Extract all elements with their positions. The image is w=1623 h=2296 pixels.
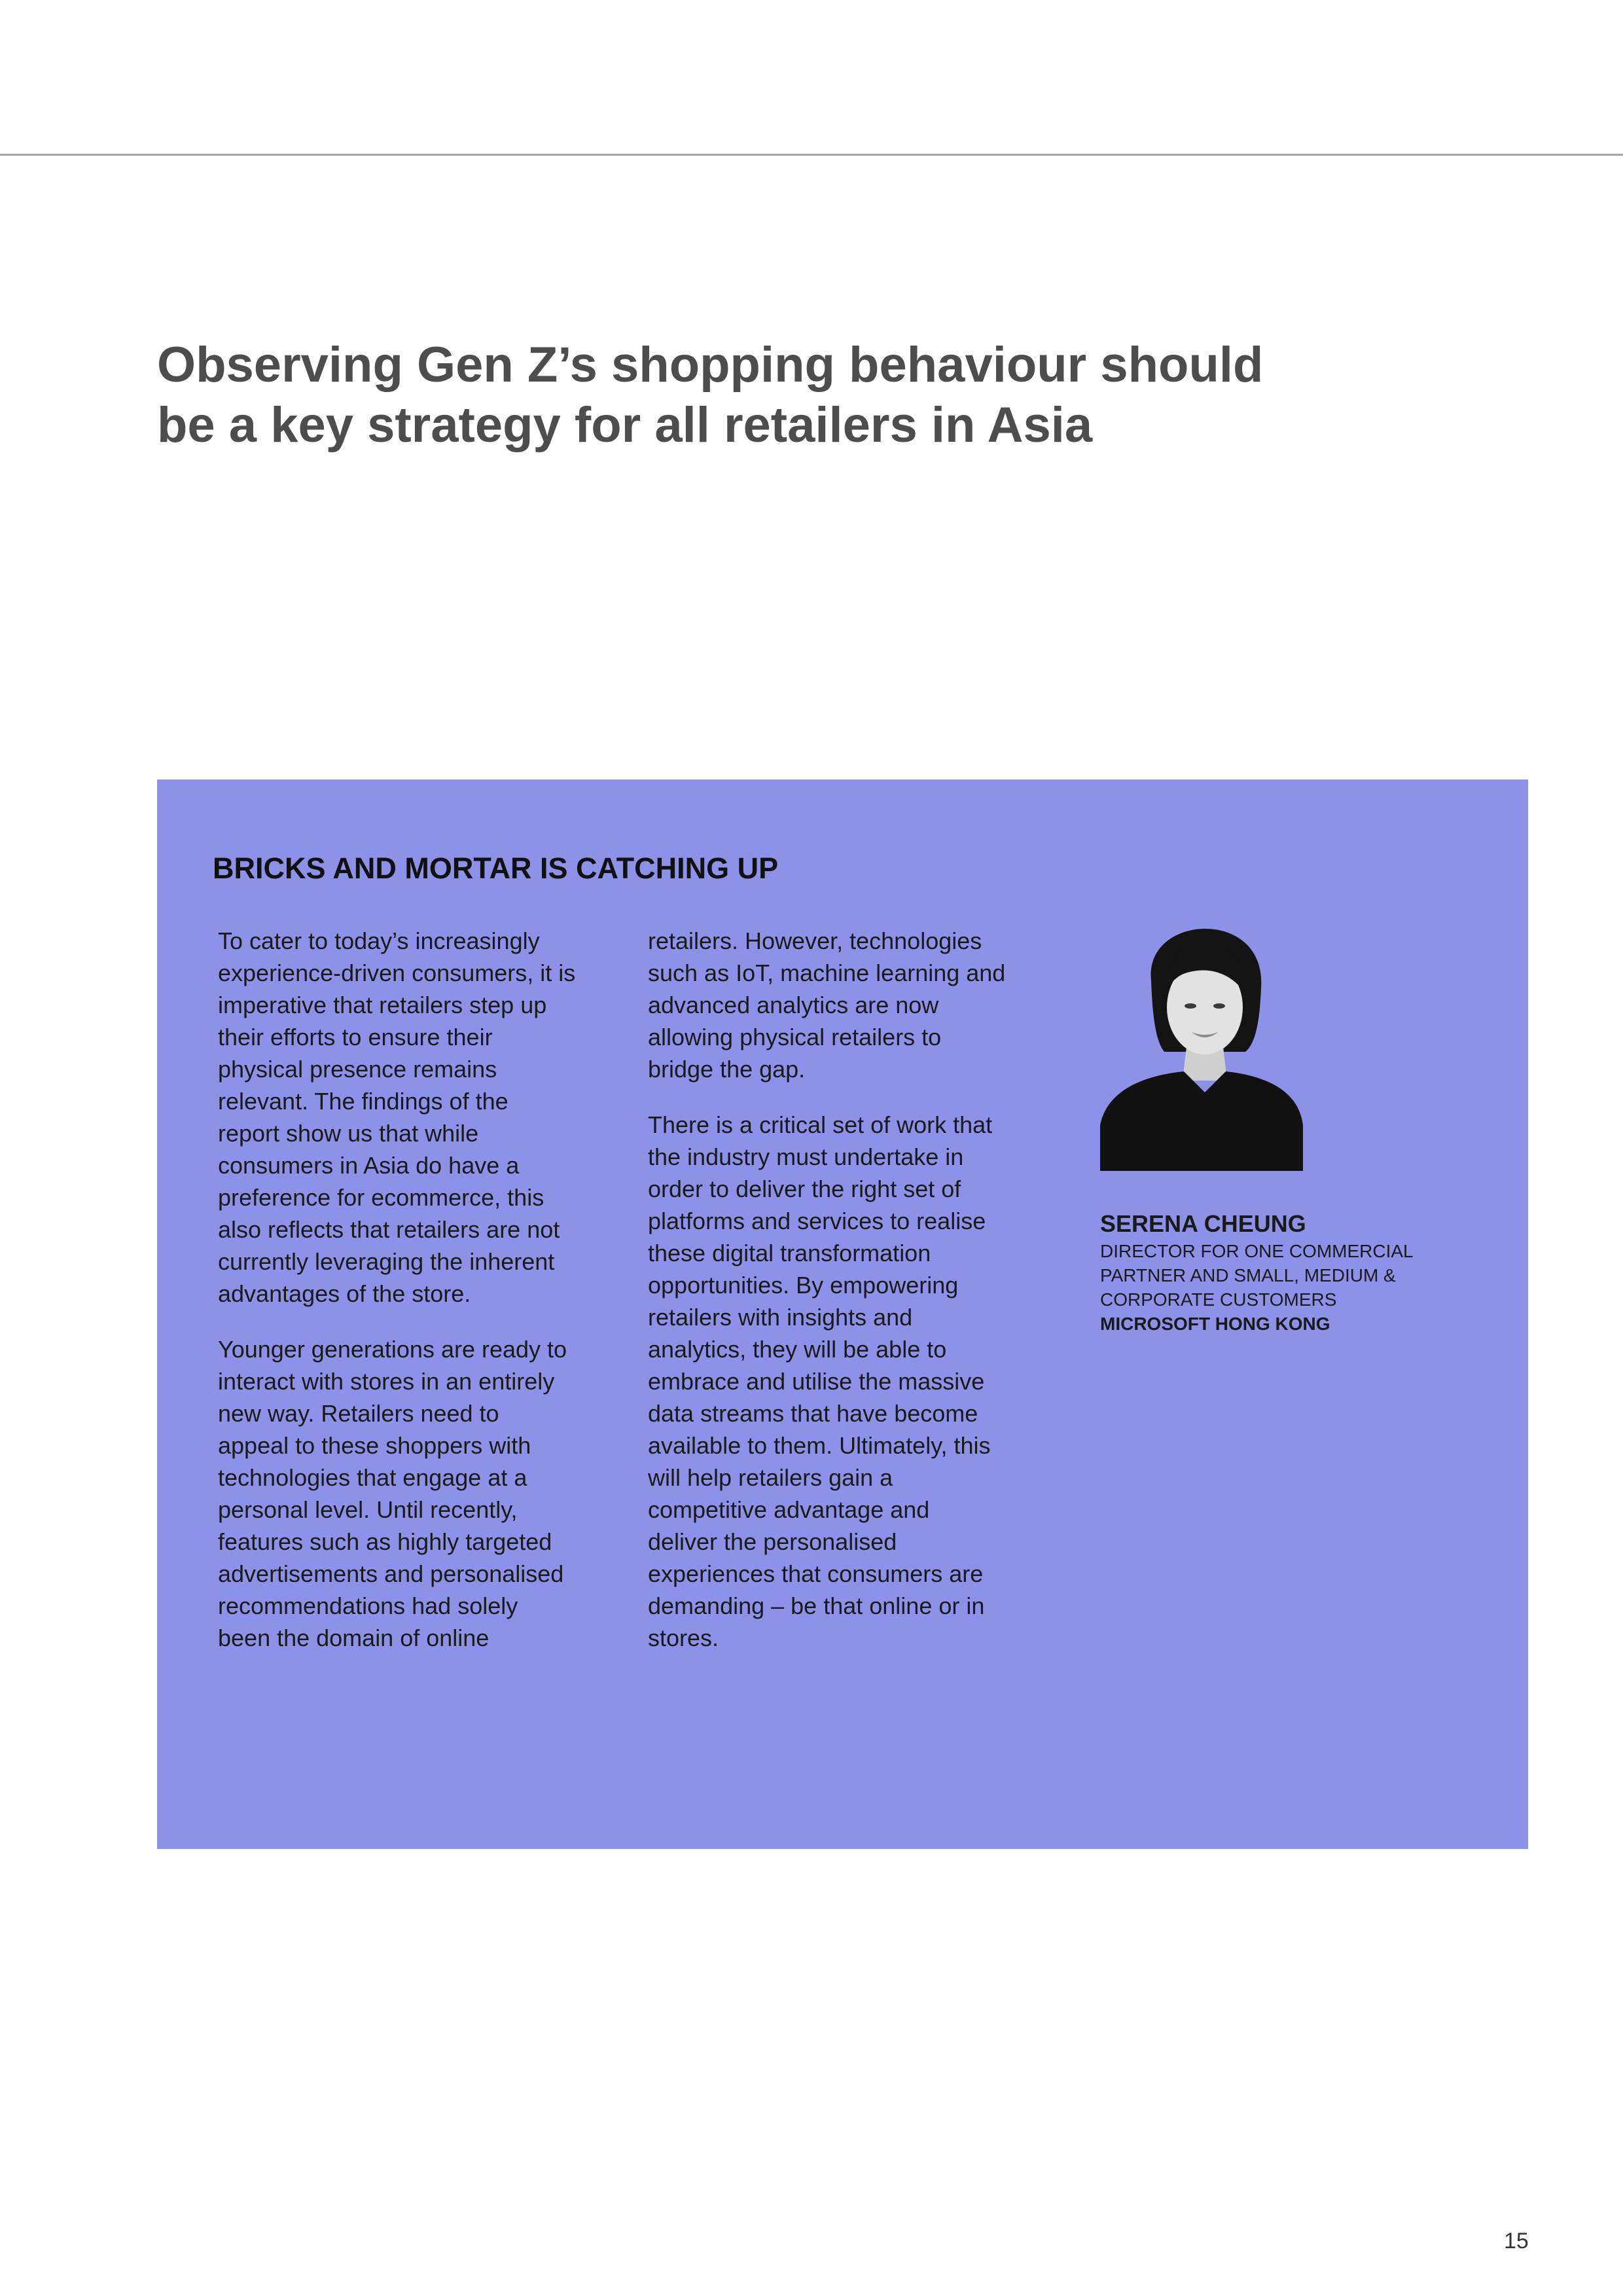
text-column-1: [218, 925, 624, 1677]
text-line: data streams that have become: [648, 1400, 978, 1427]
feature-panel: [157, 780, 1528, 1849]
text-line: stores.: [648, 1624, 719, 1651]
text-line: To cater to today’s increasingly: [218, 927, 540, 954]
text-line: currently leveraging the inherent: [218, 1248, 555, 1275]
title-line: Observing Gen Z’s shopping behaviour should: [157, 337, 1264, 393]
text-line: advertisements and personalised: [218, 1560, 564, 1587]
text-line: deliver the personalised: [648, 1528, 897, 1555]
text-line: There is a critical set of work that: [648, 1111, 993, 1138]
text-line: also reflects that retailers are not: [218, 1216, 560, 1243]
role-line: PARTNER AND SMALL, MEDIUM &: [1100, 1265, 1396, 1285]
text-line: order to deliver the right set of: [648, 1175, 961, 1202]
top-divider: [0, 154, 1623, 156]
text-line: the industry must undertake in: [648, 1143, 964, 1170]
page-number: 15: [1504, 2229, 1529, 2253]
portrait-photo: [1100, 929, 1303, 1171]
paragraph: [648, 1109, 1054, 1654]
text-line: analytics, they will be able to: [648, 1336, 947, 1363]
page-title: [157, 335, 1433, 456]
text-line: new way. Retailers need to: [218, 1400, 499, 1427]
text-line: embrace and utilise the massive: [648, 1368, 985, 1395]
text-line: relevant. The findings of the: [218, 1088, 508, 1115]
text-line: such as IoT, machine learning and: [648, 960, 1006, 986]
text-column-2: [648, 925, 1054, 1677]
speaker-name: SERENA CHEUNG: [1100, 1210, 1306, 1237]
text-line: competitive advantage and: [648, 1496, 930, 1523]
text-line: consumers in Asia do have a: [218, 1152, 520, 1179]
text-line: personal level. Until recently,: [218, 1496, 518, 1523]
paragraph: [218, 1333, 624, 1654]
text-line: bridge the gap.: [648, 1056, 806, 1083]
title-line: be a key strategy for all retailers in Asia: [157, 397, 1093, 453]
speaker-role: [1100, 1239, 1493, 1312]
text-line: preference for ecommerce, this: [218, 1184, 544, 1211]
text-line: interact with stores in an entirely: [218, 1368, 555, 1395]
speaker-profile: [1100, 1209, 1493, 1336]
text-line: retailers with insights and: [648, 1304, 913, 1331]
text-line: recommendations had solely: [218, 1592, 518, 1619]
paragraph: [648, 925, 1054, 1085]
text-line: features such as highly targeted: [218, 1528, 552, 1555]
text-line: been the domain of online: [218, 1624, 490, 1651]
text-line: will help retailers gain a: [648, 1464, 893, 1491]
text-line: allowing physical retailers to: [648, 1024, 942, 1050]
role-line: CORPORATE CUSTOMERS: [1100, 1289, 1337, 1310]
text-line: technologies that engage at a: [218, 1464, 527, 1491]
text-line: advantages of the store.: [218, 1280, 471, 1307]
text-line: available to them. Ultimately, this: [648, 1432, 991, 1459]
text-line: Younger generations are ready to: [218, 1336, 567, 1363]
text-line: their efforts to ensure their: [218, 1024, 493, 1050]
text-line: advanced analytics are now: [648, 992, 939, 1018]
text-line: experiences that consumers are: [648, 1560, 984, 1587]
role-line: DIRECTOR FOR ONE COMMERCIAL: [1100, 1241, 1414, 1261]
text-line: imperative that retailers step up: [218, 992, 547, 1018]
text-line: these digital transformation: [648, 1240, 931, 1266]
text-line: platforms and services to realise: [648, 1208, 986, 1234]
text-line: physical presence remains: [218, 1056, 497, 1083]
paragraph: [218, 925, 624, 1310]
panel-title: BRICKS AND MORTAR IS CATCHING UP: [213, 852, 779, 885]
text-line: appeal to these shoppers with: [218, 1432, 531, 1459]
text-line: experience-driven consumers, it is: [218, 960, 576, 986]
text-line: demanding – be that online or in: [648, 1592, 985, 1619]
text-line: report show us that while: [218, 1120, 479, 1147]
text-line: retailers. However, technologies: [648, 927, 982, 954]
text-line: opportunities. By empowering: [648, 1272, 959, 1299]
speaker-organization: MICROSOFT HONG KONG: [1100, 1314, 1330, 1334]
